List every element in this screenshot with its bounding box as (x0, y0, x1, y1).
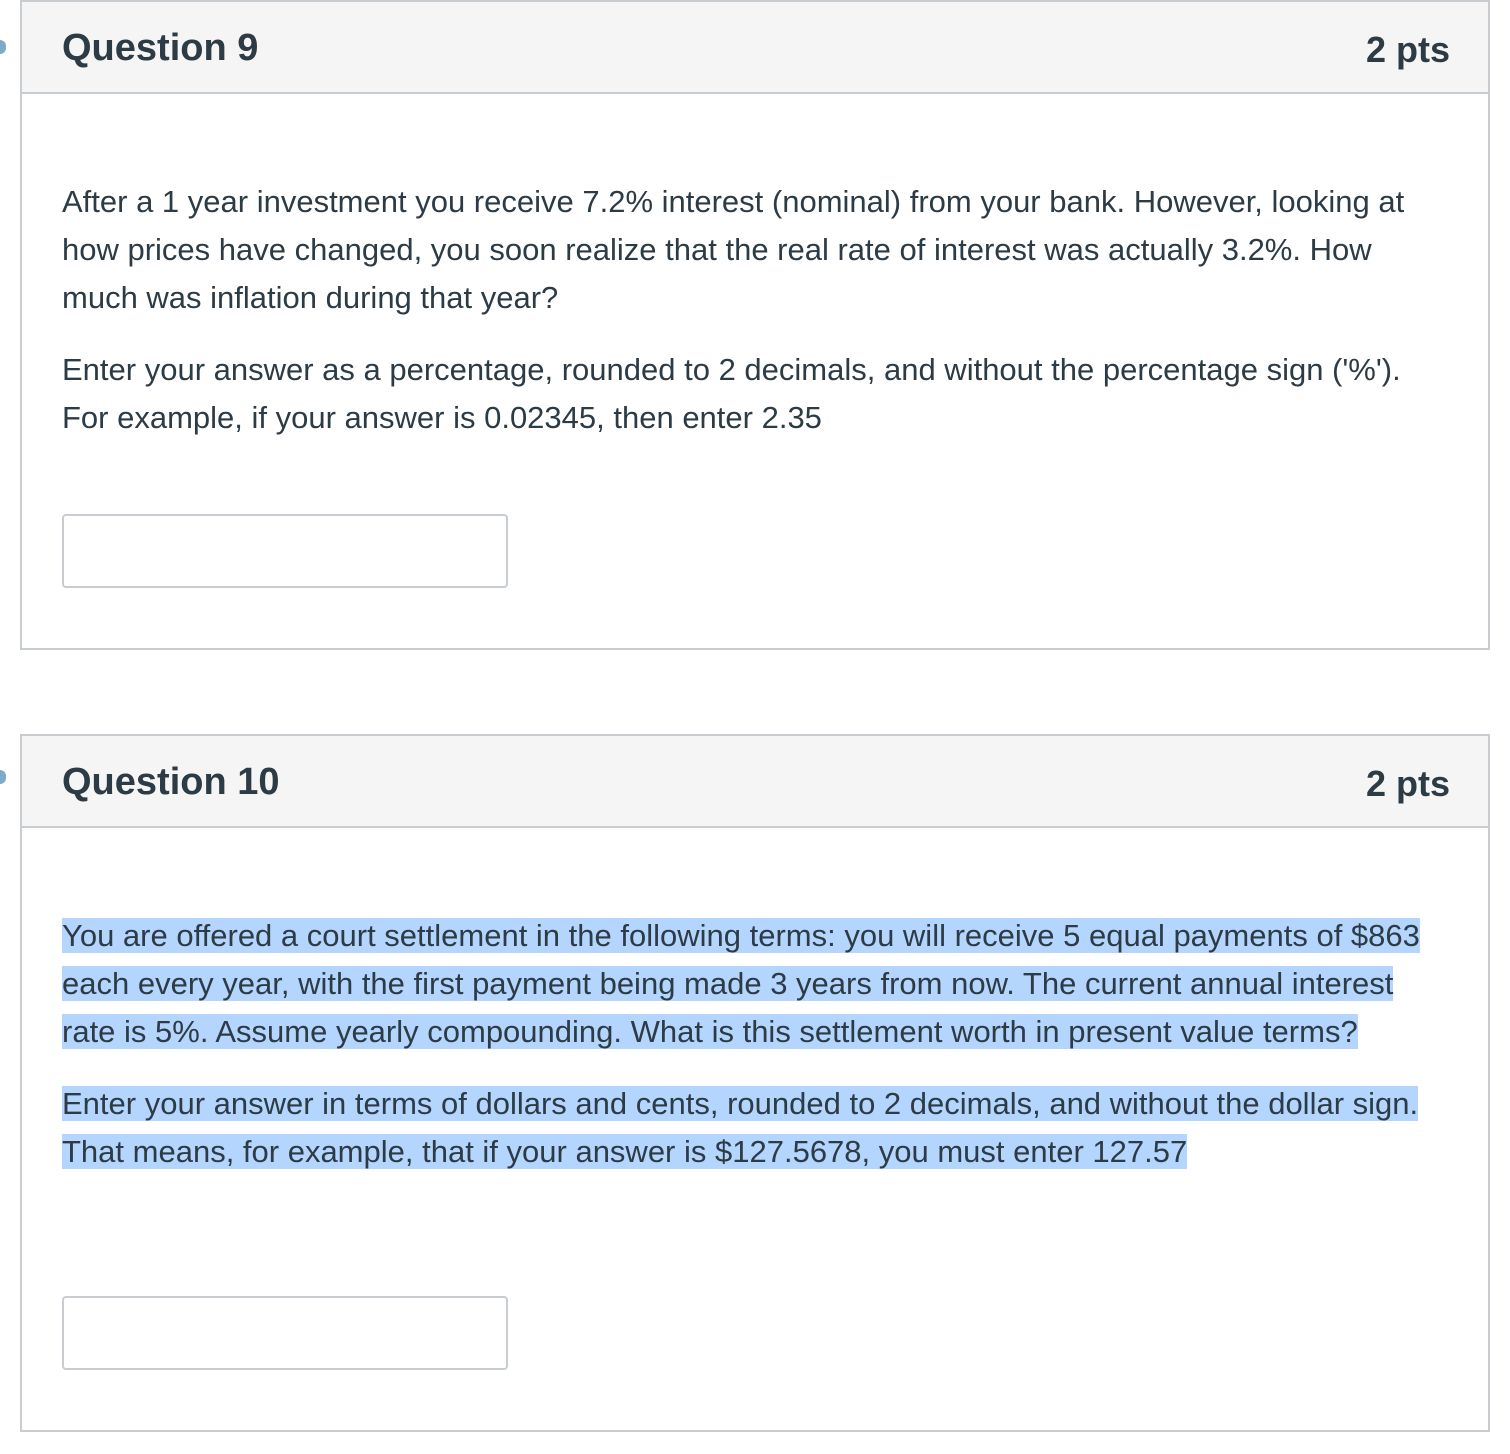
question-9-body (22, 94, 1488, 442)
question-10-points: 2 pts (1365, 763, 1450, 804)
question-9-card (20, 0, 1490, 650)
question-10-title: Question 10 (62, 761, 280, 803)
question-9-instructions: Enter your answer as a percentage, rounded to 2 decimals, and without the percentage sign ('%'). For example, if your answer is 0.02345, then enter 2.35 (62, 352, 1401, 435)
question-10-prompt-text: You are offered a court settlement in the following terms: you will receive 5 equal payments of $863 each every year, with the first payment being made 3 years from now. The current annual interest rate is 5%. Assume yearly compounding. What is this settlement worth in present value terms? (62, 918, 1420, 1049)
question-9-answer-input[interactable] (62, 514, 508, 588)
question-marker (0, 40, 6, 54)
question-10-prompt (62, 912, 1442, 1056)
question-10-instructions (62, 1080, 1462, 1176)
question-9-prompt: After a 1 year investment you receive 7.2% interest (nominal) from your bank. However, looking at how prices have changed, you soon realize that the real rate of interest was actually 3.2%. How much was inflation during that year? (62, 184, 1405, 315)
question-9-header (22, 2, 1488, 94)
question-marker (0, 770, 6, 784)
question-10-header (22, 736, 1488, 828)
question-10-body (22, 828, 1488, 1176)
question-9-title: Question 9 (62, 27, 259, 69)
question-10-card (20, 734, 1490, 1432)
question-10-instructions-text: Enter your answer in terms of dollars and cents, rounded to 2 decimals, and without the dollar sign. That means, for example, that if your answer is $127.5678, you must enter 127.57 (62, 1086, 1419, 1169)
question-10-answer-input[interactable] (62, 1296, 508, 1370)
question-9-points: 2 pts (1365, 29, 1450, 70)
